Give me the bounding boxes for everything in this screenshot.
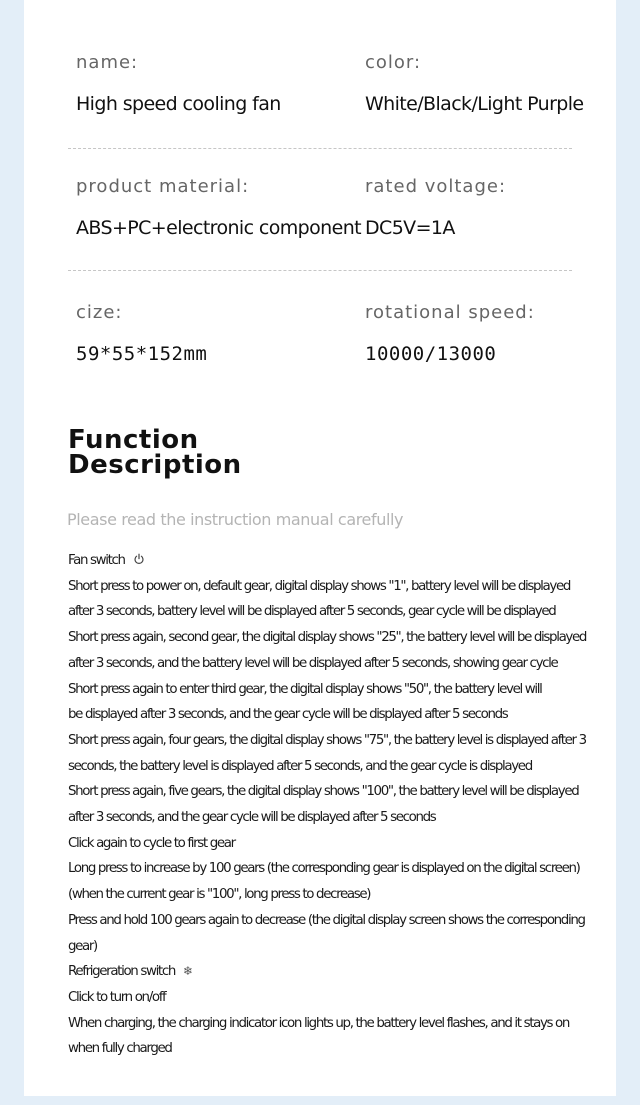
spec-value: White/Black/Light Purple: [365, 93, 584, 115]
function-line: after 3 seconds, battery level will be displayed after 5 seconds, gear cycle will be displayed: [68, 604, 556, 620]
divider: [68, 270, 572, 271]
spec-voltage: [365, 176, 506, 239]
spec-label: name:: [76, 52, 139, 73]
power-icon: [133, 548, 145, 574]
function-line: Short press again to enter third gear, the digital display shows "50", the battery level will: [68, 681, 542, 697]
spec-label: cize:: [76, 302, 123, 323]
function-line: Short press to power on, default gear, digital display shows "1", battery level will be displayed: [68, 578, 571, 594]
function-line: after 3 seconds, and the battery level will be displayed after 5 seconds, showing gear cycle: [68, 655, 558, 671]
spec-label: rotational speed:: [365, 302, 535, 323]
section-title: [68, 425, 242, 480]
spec-card: [24, 0, 616, 1096]
spec-value: 59*55*152mm: [76, 343, 208, 365]
function-line: Short press again, four gears, the digital display shows "75", the battery level is displayed after 3: [68, 732, 586, 748]
divider: [68, 148, 572, 149]
function-line: [68, 959, 616, 985]
function-line: Short press again, second gear, the digital display shows "25", the battery level will be displayed: [68, 630, 587, 646]
spec-value: 10000/13000: [365, 343, 497, 365]
function-line: seconds, the battery level is displayed after 5 seconds, and the gear cycle is displayed: [68, 758, 532, 774]
function-line: after 3 seconds, and the gear cycle will be displayed after 5 seconds: [68, 810, 436, 826]
function-list: [68, 548, 616, 1062]
function-line: [68, 548, 616, 574]
spec-label: product material:: [76, 176, 250, 197]
spec-name: [76, 52, 281, 115]
function-line: Short press again, five gears, the digital display shows "100", the battery level will be displayed: [68, 784, 579, 800]
function-line: gear): [68, 938, 97, 954]
function-line-text: Refrigeration switch: [68, 964, 175, 980]
function-line: (when the current gear is "100", long press to decrease): [68, 887, 371, 903]
spec-label: rated voltage:: [365, 176, 507, 197]
function-line: Click again to cycle to first gear: [68, 835, 235, 851]
spec-value: High speed cooling fan: [76, 93, 281, 115]
section-subtitle: Please read the instruction manual carefully: [67, 510, 404, 529]
function-line: Press and hold 100 gears again to decrease (the digital display screen shows the corresponding: [68, 912, 585, 928]
function-line: be displayed after 3 seconds, and the gear cycle will be displayed after 5 seconds: [68, 707, 508, 723]
section-title-line: Function: [68, 425, 199, 455]
function-line: When charging, the charging indicator icon lights up, the battery level flashes, and it stays on: [68, 1015, 570, 1031]
spec-speed: [365, 302, 535, 365]
spec-material: [76, 176, 361, 239]
section-title-line: Description: [68, 450, 242, 480]
function-line: Click to turn on/off: [68, 989, 166, 1005]
snowflake-icon: ❄: [183, 964, 194, 979]
function-line: when fully charged: [68, 1041, 172, 1057]
function-line-text: Fan switch: [68, 553, 125, 568]
spec-size: [76, 302, 207, 365]
spec-label: color:: [365, 52, 422, 73]
spec-value: ABS+PC+electronic component: [76, 217, 361, 239]
spec-color: [365, 52, 584, 115]
spec-value: DC5V=1A: [365, 217, 455, 239]
function-line: Long press to increase by 100 gears (the corresponding gear is displayed on the digital screen): [68, 861, 580, 877]
